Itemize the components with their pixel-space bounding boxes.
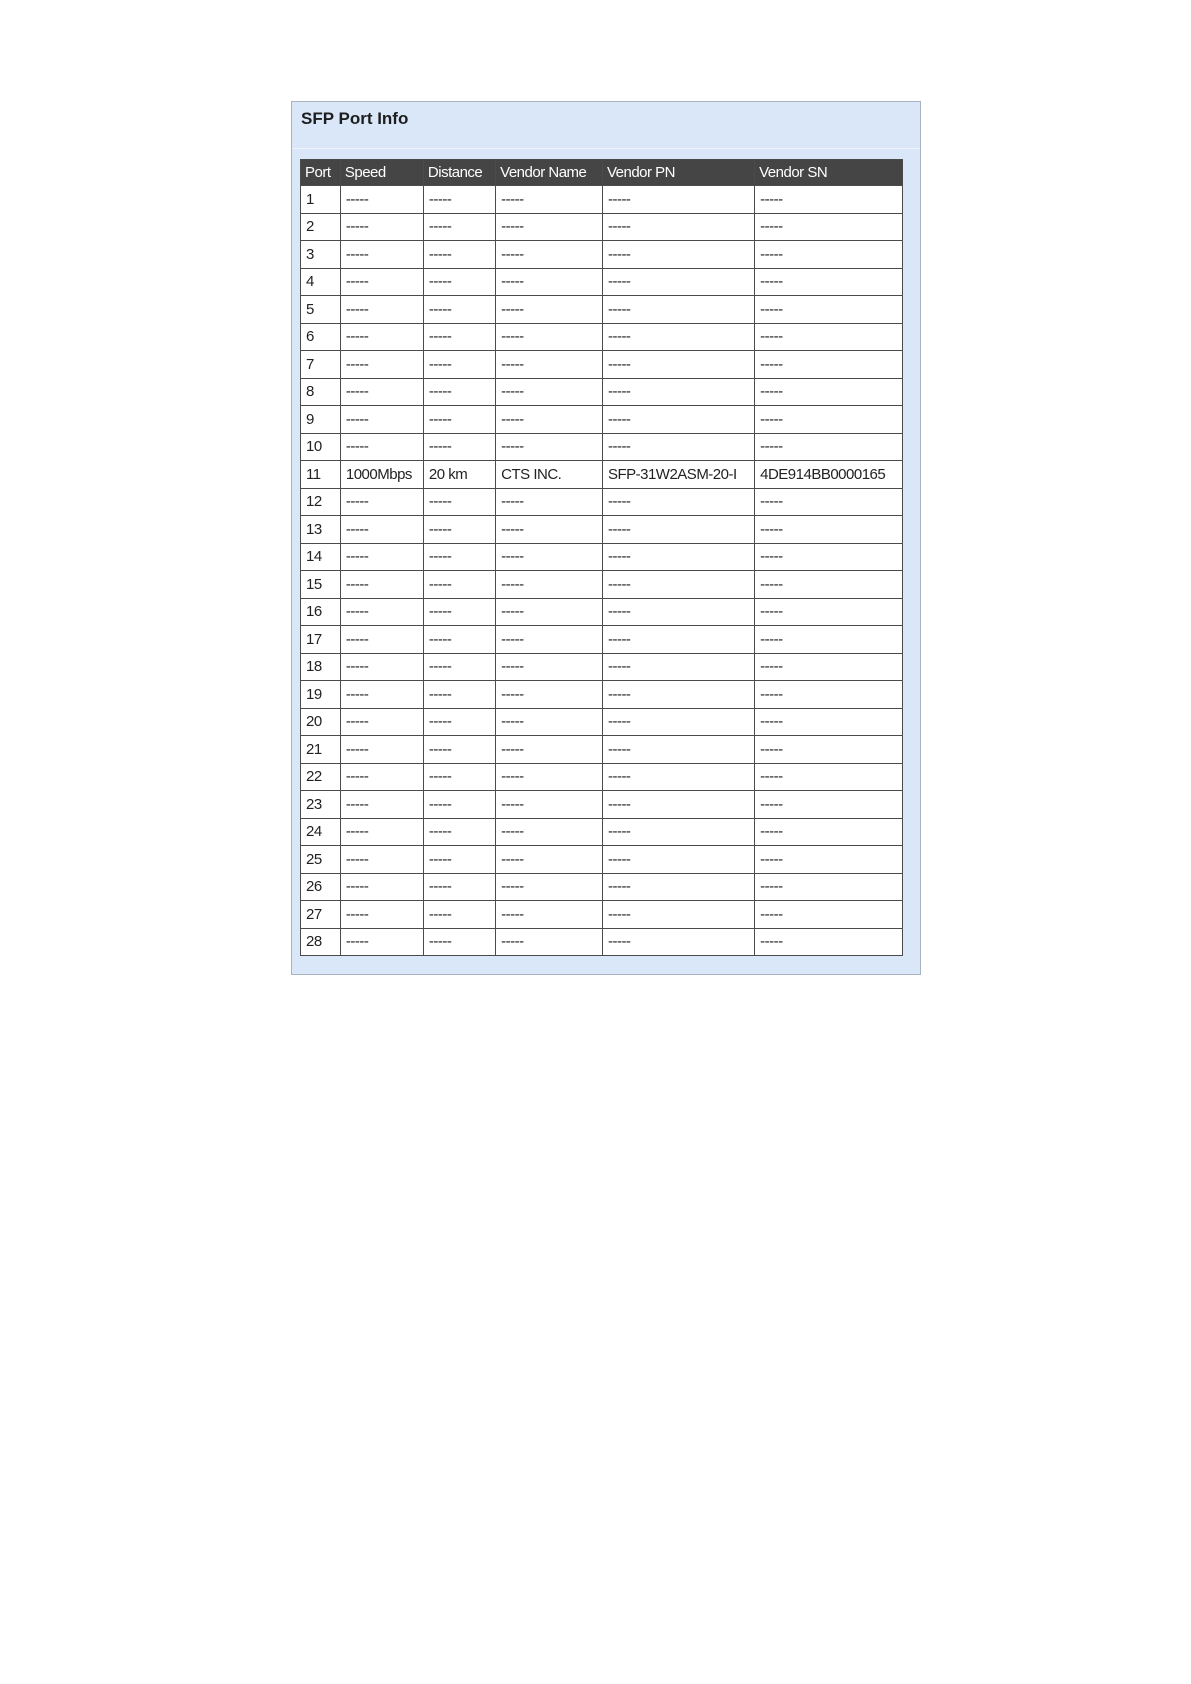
cell-vendor-pn: ----- xyxy=(603,791,754,818)
cell-vendor-pn: ----- xyxy=(603,186,754,213)
table-row xyxy=(301,434,902,461)
cell-vendor-sn: ----- xyxy=(755,681,902,708)
cell-speed: ----- xyxy=(341,599,423,626)
cell-speed: ----- xyxy=(341,846,423,873)
cell-speed: ----- xyxy=(341,654,423,681)
sfp-port-info-panel xyxy=(291,101,921,975)
cell-vendor-sn: ----- xyxy=(755,379,902,406)
cell-distance: ----- xyxy=(424,929,495,956)
table-row xyxy=(301,241,902,268)
cell-vendor-name: ----- xyxy=(496,296,602,323)
cell-distance: ----- xyxy=(424,599,495,626)
cell-port: 27 xyxy=(301,901,340,928)
cell-vendor-pn: ----- xyxy=(603,874,754,901)
cell-vendor-sn: ----- xyxy=(755,764,902,791)
cell-vendor-sn: ----- xyxy=(755,296,902,323)
cell-port: 13 xyxy=(301,516,340,543)
cell-vendor-sn: ----- xyxy=(755,709,902,736)
cell-speed: ----- xyxy=(341,874,423,901)
table-body xyxy=(301,186,902,955)
cell-speed: ----- xyxy=(341,681,423,708)
cell-port: 24 xyxy=(301,819,340,846)
cell-speed: ----- xyxy=(341,901,423,928)
column-header-vendor-pn: Vendor PN xyxy=(603,160,754,185)
cell-port: 16 xyxy=(301,599,340,626)
cell-port: 18 xyxy=(301,654,340,681)
cell-vendor-pn: ----- xyxy=(603,379,754,406)
cell-distance: ----- xyxy=(424,516,495,543)
cell-speed: ----- xyxy=(341,214,423,241)
table-row xyxy=(301,516,902,543)
cell-vendor-pn: ----- xyxy=(603,571,754,598)
table-row xyxy=(301,874,902,901)
cell-vendor-name: CTS INC. xyxy=(496,461,602,488)
cell-vendor-pn: ----- xyxy=(603,819,754,846)
cell-vendor-sn: ----- xyxy=(755,351,902,378)
cell-distance: ----- xyxy=(424,626,495,653)
cell-distance: ----- xyxy=(424,846,495,873)
table-row xyxy=(301,571,902,598)
cell-vendor-name: ----- xyxy=(496,324,602,351)
cell-port: 5 xyxy=(301,296,340,323)
table-row xyxy=(301,214,902,241)
cell-vendor-name: ----- xyxy=(496,406,602,433)
cell-vendor-name: ----- xyxy=(496,544,602,571)
cell-distance: ----- xyxy=(424,296,495,323)
cell-vendor-name: ----- xyxy=(496,681,602,708)
cell-vendor-sn: ----- xyxy=(755,654,902,681)
cell-vendor-pn: ----- xyxy=(603,846,754,873)
cell-vendor-sn: ----- xyxy=(755,626,902,653)
cell-vendor-name: ----- xyxy=(496,214,602,241)
cell-speed: ----- xyxy=(341,489,423,516)
cell-vendor-sn: ----- xyxy=(755,571,902,598)
cell-speed: ----- xyxy=(341,406,423,433)
cell-speed: ----- xyxy=(341,736,423,763)
table-row xyxy=(301,599,902,626)
cell-vendor-name: ----- xyxy=(496,241,602,268)
cell-vendor-sn: ----- xyxy=(755,489,902,516)
cell-vendor-name: ----- xyxy=(496,489,602,516)
cell-distance: ----- xyxy=(424,324,495,351)
cell-vendor-pn: ----- xyxy=(603,241,754,268)
cell-vendor-name: ----- xyxy=(496,901,602,928)
cell-vendor-name: ----- xyxy=(496,791,602,818)
cell-distance: ----- xyxy=(424,406,495,433)
cell-port: 20 xyxy=(301,709,340,736)
cell-speed: ----- xyxy=(341,351,423,378)
cell-vendor-pn: ----- xyxy=(603,626,754,653)
cell-vendor-sn: ----- xyxy=(755,599,902,626)
cell-vendor-sn: ----- xyxy=(755,791,902,818)
cell-vendor-sn: ----- xyxy=(755,269,902,296)
cell-port: 11 xyxy=(301,461,340,488)
cell-distance: ----- xyxy=(424,654,495,681)
cell-speed: ----- xyxy=(341,626,423,653)
cell-vendor-name: ----- xyxy=(496,351,602,378)
cell-vendor-sn: ----- xyxy=(755,544,902,571)
cell-speed: ----- xyxy=(341,434,423,461)
cell-port: 25 xyxy=(301,846,340,873)
cell-vendor-pn: ----- xyxy=(603,544,754,571)
cell-port: 10 xyxy=(301,434,340,461)
cell-vendor-name: ----- xyxy=(496,379,602,406)
cell-distance: ----- xyxy=(424,571,495,598)
cell-distance: ----- xyxy=(424,214,495,241)
cell-port: 28 xyxy=(301,929,340,956)
cell-vendor-name: ----- xyxy=(496,846,602,873)
cell-vendor-name: ----- xyxy=(496,571,602,598)
title-divider xyxy=(292,148,920,149)
cell-distance: ----- xyxy=(424,351,495,378)
cell-vendor-sn: ----- xyxy=(755,324,902,351)
table-row xyxy=(301,626,902,653)
cell-port: 17 xyxy=(301,626,340,653)
cell-vendor-pn: ----- xyxy=(603,269,754,296)
cell-distance: 20 km xyxy=(424,461,495,488)
cell-vendor-sn: ----- xyxy=(755,516,902,543)
cell-vendor-pn: ----- xyxy=(603,351,754,378)
cell-vendor-name: ----- xyxy=(496,764,602,791)
cell-speed: ----- xyxy=(341,929,423,956)
table-row xyxy=(301,764,902,791)
cell-vendor-pn: ----- xyxy=(603,599,754,626)
cell-speed: ----- xyxy=(341,186,423,213)
cell-distance: ----- xyxy=(424,186,495,213)
cell-distance: ----- xyxy=(424,269,495,296)
cell-port: 8 xyxy=(301,379,340,406)
cell-vendor-sn: ----- xyxy=(755,241,902,268)
table-row xyxy=(301,819,902,846)
table-row xyxy=(301,544,902,571)
cell-vendor-pn: ----- xyxy=(603,296,754,323)
cell-vendor-sn: ----- xyxy=(755,819,902,846)
cell-vendor-sn: ----- xyxy=(755,736,902,763)
table-row xyxy=(301,269,902,296)
cell-vendor-pn: ----- xyxy=(603,489,754,516)
cell-vendor-pn: ----- xyxy=(603,516,754,543)
cell-distance: ----- xyxy=(424,241,495,268)
cell-vendor-name: ----- xyxy=(496,736,602,763)
cell-port: 9 xyxy=(301,406,340,433)
cell-port: 23 xyxy=(301,791,340,818)
cell-distance: ----- xyxy=(424,544,495,571)
cell-distance: ----- xyxy=(424,736,495,763)
cell-port: 21 xyxy=(301,736,340,763)
cell-port: 3 xyxy=(301,241,340,268)
column-header-vendor-sn: Vendor SN xyxy=(755,160,902,185)
table-row xyxy=(301,489,902,516)
cell-port: 22 xyxy=(301,764,340,791)
cell-vendor-sn: 4DE914BB0000165 xyxy=(755,461,902,488)
cell-vendor-pn: ----- xyxy=(603,681,754,708)
cell-vendor-pn: ----- xyxy=(603,654,754,681)
cell-port: 6 xyxy=(301,324,340,351)
cell-vendor-pn: ----- xyxy=(603,324,754,351)
cell-port: 2 xyxy=(301,214,340,241)
cell-vendor-sn: ----- xyxy=(755,901,902,928)
table-row xyxy=(301,351,902,378)
cell-vendor-name: ----- xyxy=(496,186,602,213)
cell-distance: ----- xyxy=(424,681,495,708)
cell-speed: ----- xyxy=(341,764,423,791)
cell-port: 19 xyxy=(301,681,340,708)
cell-vendor-pn: ----- xyxy=(603,434,754,461)
cell-vendor-pn: ----- xyxy=(603,406,754,433)
cell-vendor-pn: ----- xyxy=(603,709,754,736)
cell-distance: ----- xyxy=(424,791,495,818)
cell-vendor-pn: SFP-31W2ASM-20-I xyxy=(603,461,754,488)
table-header-row xyxy=(301,160,902,185)
cell-speed: ----- xyxy=(341,241,423,268)
cell-vendor-name: ----- xyxy=(496,599,602,626)
cell-vendor-pn: ----- xyxy=(603,736,754,763)
cell-speed: ----- xyxy=(341,709,423,736)
panel-title: SFP Port Info xyxy=(301,109,409,128)
cell-port: 14 xyxy=(301,544,340,571)
table-row xyxy=(301,296,902,323)
cell-vendor-pn: ----- xyxy=(603,764,754,791)
cell-distance: ----- xyxy=(424,709,495,736)
cell-vendor-name: ----- xyxy=(496,819,602,846)
cell-distance: ----- xyxy=(424,901,495,928)
cell-vendor-name: ----- xyxy=(496,626,602,653)
cell-vendor-name: ----- xyxy=(496,874,602,901)
cell-speed: ----- xyxy=(341,296,423,323)
cell-vendor-name: ----- xyxy=(496,269,602,296)
cell-speed: 1000Mbps xyxy=(341,461,423,488)
cell-port: 12 xyxy=(301,489,340,516)
cell-vendor-name: ----- xyxy=(496,709,602,736)
cell-vendor-name: ----- xyxy=(496,434,602,461)
table-row xyxy=(301,186,902,213)
table-row xyxy=(301,681,902,708)
column-header-speed: Speed xyxy=(341,160,423,185)
cell-distance: ----- xyxy=(424,764,495,791)
table-row xyxy=(301,709,902,736)
table-row xyxy=(301,929,902,956)
cell-speed: ----- xyxy=(341,819,423,846)
cell-vendor-name: ----- xyxy=(496,654,602,681)
cell-vendor-sn: ----- xyxy=(755,434,902,461)
cell-distance: ----- xyxy=(424,379,495,406)
cell-speed: ----- xyxy=(341,379,423,406)
column-header-distance: Distance xyxy=(424,160,495,185)
cell-speed: ----- xyxy=(341,544,423,571)
cell-port: 4 xyxy=(301,269,340,296)
cell-speed: ----- xyxy=(341,791,423,818)
cell-port: 7 xyxy=(301,351,340,378)
cell-port: 1 xyxy=(301,186,340,213)
cell-speed: ----- xyxy=(341,324,423,351)
cell-vendor-sn: ----- xyxy=(755,406,902,433)
column-header-vendor-name: Vendor Name xyxy=(496,160,602,185)
cell-vendor-sn: ----- xyxy=(755,929,902,956)
cell-port: 15 xyxy=(301,571,340,598)
table-row xyxy=(301,406,902,433)
cell-vendor-pn: ----- xyxy=(603,214,754,241)
cell-vendor-sn: ----- xyxy=(755,874,902,901)
cell-speed: ----- xyxy=(341,516,423,543)
table-row xyxy=(301,379,902,406)
table-row xyxy=(301,324,902,351)
cell-vendor-name: ----- xyxy=(496,516,602,543)
cell-vendor-sn: ----- xyxy=(755,186,902,213)
sfp-port-table xyxy=(300,159,903,956)
cell-vendor-sn: ----- xyxy=(755,846,902,873)
cell-distance: ----- xyxy=(424,874,495,901)
cell-vendor-pn: ----- xyxy=(603,901,754,928)
table-row xyxy=(301,461,902,488)
cell-speed: ----- xyxy=(341,269,423,296)
cell-speed: ----- xyxy=(341,571,423,598)
column-header-port: Port xyxy=(301,160,340,185)
table-row xyxy=(301,901,902,928)
table-row xyxy=(301,846,902,873)
cell-vendor-name: ----- xyxy=(496,929,602,956)
cell-distance: ----- xyxy=(424,489,495,516)
table-row xyxy=(301,654,902,681)
cell-distance: ----- xyxy=(424,434,495,461)
cell-vendor-pn: ----- xyxy=(603,929,754,956)
cell-port: 26 xyxy=(301,874,340,901)
table-row xyxy=(301,791,902,818)
cell-vendor-sn: ----- xyxy=(755,214,902,241)
cell-distance: ----- xyxy=(424,819,495,846)
table-row xyxy=(301,736,902,763)
